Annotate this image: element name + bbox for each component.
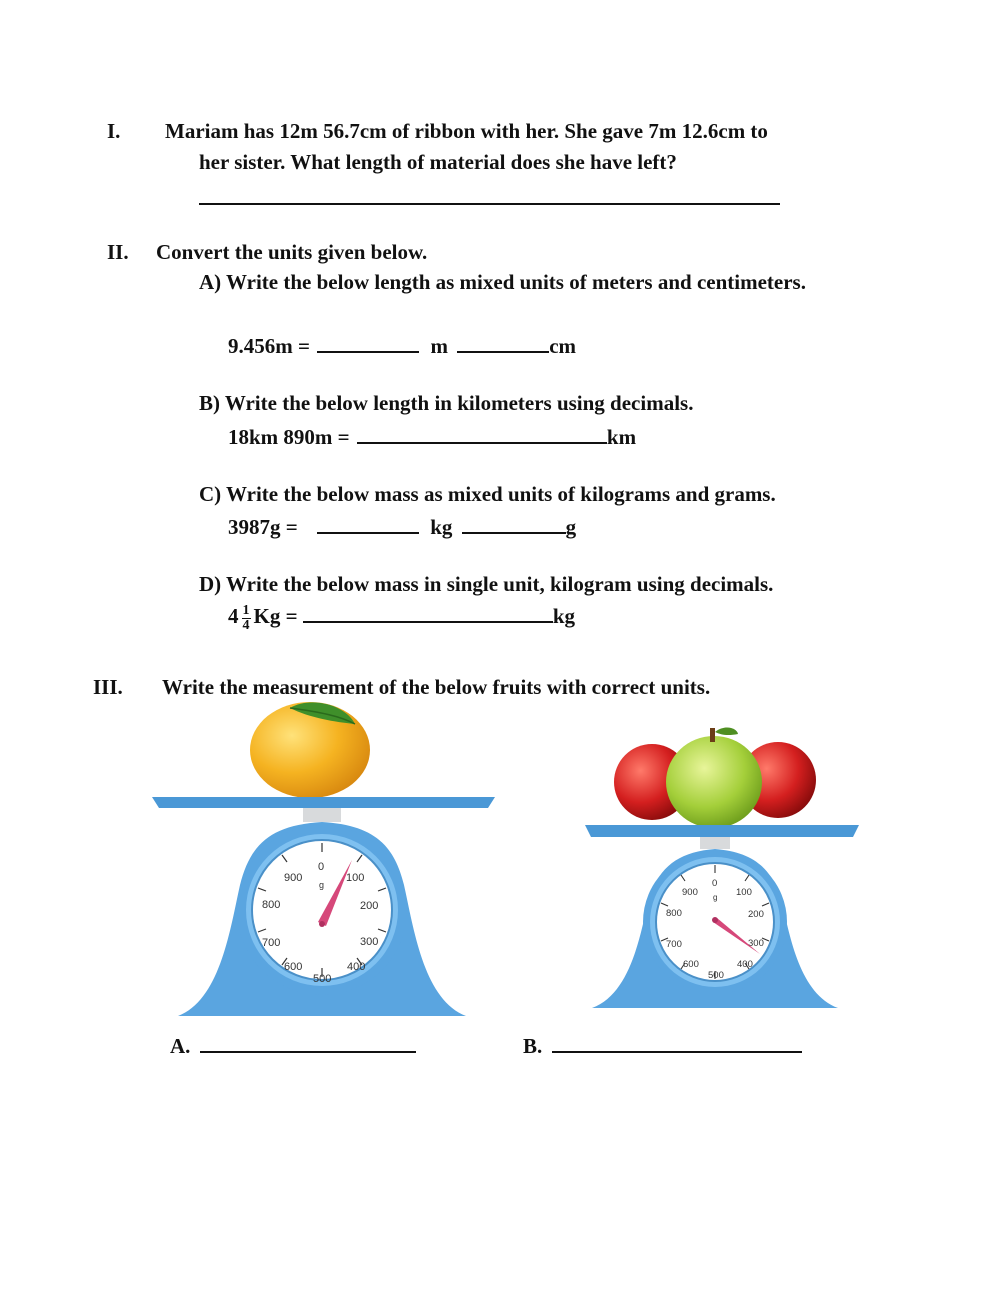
- scale-a-label-0: 0: [318, 861, 325, 873]
- q2a-equation: [228, 333, 576, 357]
- q2d-equation: [228, 603, 575, 633]
- q2b-unit-km: km: [606, 425, 637, 449]
- q2b-blank-km[interactable]: [357, 424, 607, 444]
- scale-a-label-200: 200: [360, 900, 379, 912]
- q3-numeral: III.: [93, 675, 123, 699]
- scale-a-label-100: 100: [346, 872, 365, 884]
- scale-a-label-unit: g: [319, 880, 325, 890]
- q3-answer-a-blank[interactable]: [200, 1033, 416, 1053]
- scale-b-label-700: 700: [666, 939, 682, 950]
- q1-line1: Mariam has 12m 56.7cm of ribbon with her. She gave 7m 12.6cm to: [165, 119, 768, 143]
- scale-a-image: [150, 700, 500, 1020]
- q2c-blank-kg[interactable]: [317, 514, 419, 534]
- q2c-unit-kg: kg: [430, 515, 453, 539]
- q3-answer-b: [523, 1033, 802, 1057]
- scale-b-label-600: 600: [683, 959, 699, 970]
- mango-icon: [250, 702, 370, 798]
- q2c-lhs: 3987g =: [228, 515, 298, 539]
- q2-numeral: II.: [107, 240, 129, 264]
- q2d-whole: 4: [228, 604, 239, 628]
- q2a-unit-m: m: [430, 334, 448, 358]
- q2-title: Convert the units given below.: [156, 240, 428, 264]
- scale-b-label-500: 500: [708, 970, 724, 981]
- scale-b-label-300: 300: [748, 938, 764, 949]
- q3-answer-a-label: A.: [170, 1034, 191, 1058]
- q2d-fraction: [242, 604, 251, 633]
- q2d-instruction: D) Write the below mass in single unit, kilogram using decimals.: [199, 572, 774, 596]
- q2b-instruction: B) Write the below length in kilometers using decimals.: [199, 391, 694, 415]
- q2c-instruction: C) Write the below mass as mixed units of kilograms and grams.: [199, 482, 776, 506]
- q3-answer-b-blank[interactable]: [552, 1033, 802, 1053]
- q2d-unit-kg: kg: [552, 604, 575, 628]
- scale-a-label-400: 400: [347, 961, 366, 973]
- q2a-instruction: A) Write the below length as mixed units of meters and centimeters.: [199, 270, 806, 294]
- q3-answer-a: [170, 1033, 416, 1057]
- scale-a-label-600: 600: [284, 961, 303, 973]
- scale-b-label-0: 0: [712, 878, 718, 889]
- scale-b-label-200: 200: [748, 909, 764, 920]
- q2a-unit-cm: cm: [549, 334, 577, 358]
- scale-a-label-800: 800: [262, 899, 281, 911]
- scale-a-label-900: 900: [284, 872, 303, 884]
- scale-b-label-800: 800: [666, 908, 682, 919]
- scale-b-label-400: 400: [737, 959, 753, 970]
- q3-answer-b-label: B.: [523, 1034, 543, 1058]
- apples-icon: [614, 728, 816, 828]
- q2c-equation: [228, 514, 576, 538]
- scale-b-label-unit: g: [713, 893, 718, 902]
- scale-a-label-500: 500: [313, 973, 332, 985]
- q1-line2: her sister. What length of material does she have left?: [199, 150, 677, 174]
- q2b-lhs: 18km 890m =: [228, 425, 350, 449]
- q2c-blank-g[interactable]: [462, 514, 566, 534]
- q1-numeral: I.: [107, 119, 121, 143]
- scale-a-label-700: 700: [262, 937, 281, 949]
- q1-answer-blank[interactable]: [199, 185, 780, 205]
- q2a-lhs: 9.456m =: [228, 334, 310, 358]
- q2b-equation: [228, 424, 636, 448]
- q2a-blank-m[interactable]: [317, 333, 419, 353]
- scale-a-label-300: 300: [360, 936, 379, 948]
- q3-title: Write the measurement of the below fruits with correct units.: [162, 675, 711, 699]
- scale-b-label-900: 900: [682, 887, 698, 898]
- q2d-numerator: 1: [242, 602, 250, 618]
- q2a-blank-cm[interactable]: [457, 333, 549, 353]
- q2d-lhs-rest: Kg =: [253, 604, 298, 628]
- scale-b-label-100: 100: [736, 887, 752, 898]
- q2d-blank-kg[interactable]: [303, 603, 553, 623]
- scale-b-image: [582, 722, 862, 1012]
- q2c-unit-g: g: [565, 515, 577, 539]
- q2d-denominator: 4: [242, 617, 250, 633]
